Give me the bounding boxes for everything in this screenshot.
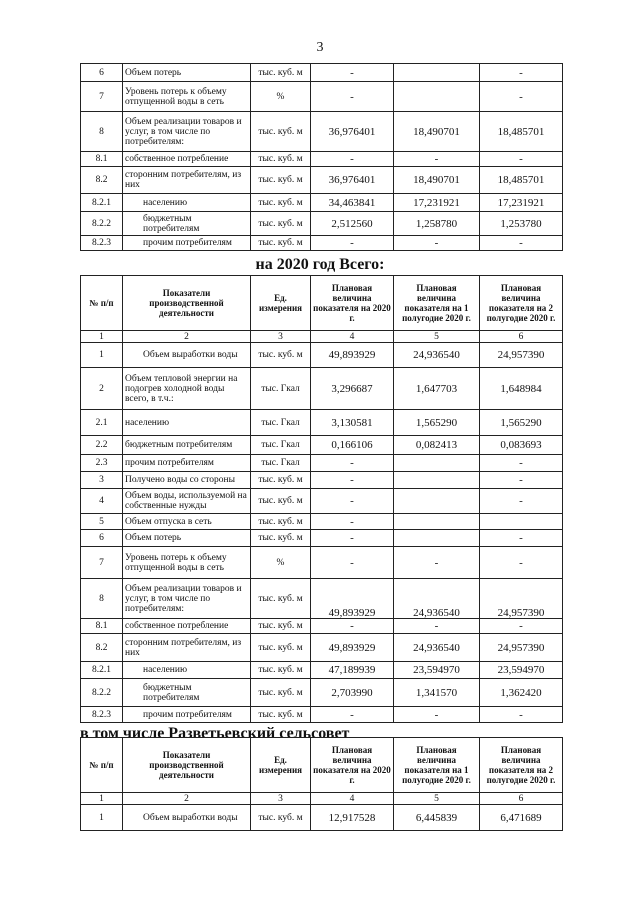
row-half1 [394, 472, 480, 489]
row-indicator: Объем реализации товаров и услуг, в том числе по потребителям: [123, 112, 251, 152]
table-row [81, 368, 563, 410]
table-row [81, 167, 563, 194]
table-row [81, 343, 563, 368]
row-half1: 18,490701 [394, 112, 480, 152]
row-total: - [311, 707, 394, 723]
row-total: 3,130581 [311, 410, 394, 436]
row-total: 3,296687 [311, 368, 394, 410]
row-total: 0,166106 [311, 436, 394, 455]
row-indicator: Уровень потерь к объему отпущенной воды в сеть [123, 547, 251, 579]
col-num: 5 [394, 331, 480, 343]
row-half2: 1,362420 [480, 679, 563, 707]
row-half2: - [480, 530, 563, 547]
row-number: 8.2.1 [81, 662, 123, 679]
row-indicator: бюджетным потребителям [123, 212, 251, 236]
table-row [81, 547, 563, 579]
table-row [81, 455, 563, 472]
row-number: 2.2 [81, 436, 123, 455]
row-number: 8.2 [81, 167, 123, 194]
row-unit: тыс. куб. м [251, 472, 311, 489]
row-total: 49,893929 [311, 343, 394, 368]
header-number: № п/п [81, 276, 123, 331]
table-row [81, 212, 563, 236]
row-half2: 24,957390 [480, 343, 563, 368]
row-half1: - [394, 152, 480, 167]
row-number: 8.2.2 [81, 212, 123, 236]
row-total: - [311, 514, 394, 530]
row-number: 2.1 [81, 410, 123, 436]
row-unit: тыс. куб. м [251, 343, 311, 368]
row-number: 6 [81, 64, 123, 82]
header-half2: Плановая величина показателя на 2 полугодие 2020 г. [480, 276, 563, 331]
header-row [81, 276, 563, 331]
row-number: 8.2.1 [81, 194, 123, 212]
row-half1 [394, 455, 480, 472]
row-indicator: собственное потребление [123, 152, 251, 167]
row-half1: 1,258780 [394, 212, 480, 236]
table-row [81, 707, 563, 723]
row-half1: - [394, 707, 480, 723]
row-number: 8.2.3 [81, 707, 123, 723]
col-num: 5 [394, 793, 480, 805]
section-heading-selsovet: в том числе Разветьевский сельсовет [80, 725, 350, 742]
col-num: 1 [81, 793, 123, 805]
row-half2: 24,957390 [480, 634, 563, 662]
row-indicator: сторонним потребителям, из них [123, 634, 251, 662]
row-total: - [311, 619, 394, 634]
row-half2: 1,648984 [480, 368, 563, 410]
row-half1: 1,647703 [394, 368, 480, 410]
row-number: 8.1 [81, 619, 123, 634]
row-indicator: прочим потребителям [123, 707, 251, 723]
page-number: 3 [316, 40, 324, 55]
col-num: 6 [480, 331, 563, 343]
row-unit: тыс. куб. м [251, 530, 311, 547]
table-row [81, 194, 563, 212]
row-indicator: прочим потребителям [123, 455, 251, 472]
row-half1: 23,594970 [394, 662, 480, 679]
selsovet-table [80, 737, 563, 831]
row-total: - [311, 64, 394, 82]
row-half2: 23,594970 [480, 662, 563, 679]
table-row [81, 236, 563, 251]
row-half1: 0,082413 [394, 436, 480, 455]
row-half1: 24,936540 [394, 343, 480, 368]
row-unit: тыс. Гкал [251, 455, 311, 472]
row-half1 [394, 64, 480, 82]
row-number: 2 [81, 368, 123, 410]
table-row [81, 152, 563, 167]
row-total: - [311, 472, 394, 489]
table-row [81, 410, 563, 436]
column-number-row [81, 331, 563, 343]
row-number: 7 [81, 82, 123, 112]
row-indicator: Объем реализации товаров и услуг, в том числе по потребителям: [123, 579, 251, 619]
row-indicator: сторонним потребителям, из них [123, 167, 251, 194]
row-half1: - [394, 619, 480, 634]
row-total: 36,976401 [311, 112, 394, 152]
col-num: 4 [311, 331, 394, 343]
row-number: 8.1 [81, 152, 123, 167]
row-unit: тыс. куб. м [251, 679, 311, 707]
table-row [81, 805, 563, 831]
row-half1 [394, 489, 480, 514]
row-total: 2,703990 [311, 679, 394, 707]
col-num: 2 [123, 793, 251, 805]
row-total: - [311, 530, 394, 547]
row-unit: тыс. куб. м [251, 236, 311, 251]
table-row [81, 662, 563, 679]
col-num: 3 [251, 331, 311, 343]
row-indicator: прочим потребителям [123, 236, 251, 251]
row-total: 49,893929 [311, 579, 394, 619]
table-row [81, 64, 563, 82]
row-total: - [311, 236, 394, 251]
row-number: 7 [81, 547, 123, 579]
row-indicator: Объем воды, используемой на собственные нужды [123, 489, 251, 514]
row-indicator: населению [123, 410, 251, 436]
row-number: 2.3 [81, 455, 123, 472]
row-total: - [311, 455, 394, 472]
row-unit: тыс. куб. м [251, 619, 311, 634]
row-total: 47,189939 [311, 662, 394, 679]
row-half2: - [480, 489, 563, 514]
row-number: 8.2.3 [81, 236, 123, 251]
header-number: № п/п [81, 738, 123, 793]
row-number: 8.2.2 [81, 679, 123, 707]
column-number-row [81, 793, 563, 805]
row-indicator: Объем выработки воды [123, 343, 251, 368]
header-unit: Ед. измерения [251, 276, 311, 331]
row-half2: - [480, 619, 563, 634]
row-half2: - [480, 547, 563, 579]
row-half1 [394, 530, 480, 547]
row-indicator: Получено воды со стороны [123, 472, 251, 489]
table-row [81, 530, 563, 547]
table-row [81, 489, 563, 514]
row-unit: тыс. куб. м [251, 662, 311, 679]
row-half2: - [480, 455, 563, 472]
row-half2: 6,471689 [480, 805, 563, 831]
table-row [81, 82, 563, 112]
row-half2: 1,565290 [480, 410, 563, 436]
row-total: - [311, 547, 394, 579]
table-row [81, 579, 563, 619]
row-number: 4 [81, 489, 123, 514]
row-half2: 24,957390 [480, 579, 563, 619]
row-number: 8 [81, 579, 123, 619]
row-half2: 0,083693 [480, 436, 563, 455]
col-num: 1 [81, 331, 123, 343]
row-total: 34,463841 [311, 194, 394, 212]
header-half1: Плановая величина показателя на 1 полугодие 2020 г. [394, 738, 480, 793]
table-row [81, 472, 563, 489]
row-unit: тыс. куб. м [251, 707, 311, 723]
row-half1: 24,936540 [394, 579, 480, 619]
row-unit: тыс. Гкал [251, 436, 311, 455]
header-indicator: Показатели производственной деятельности [123, 276, 251, 331]
row-indicator: Объем тепловой энергии на подогрев холодной воды всего, в т.ч.: [123, 368, 251, 410]
table-row [81, 634, 563, 662]
row-half2 [480, 514, 563, 530]
row-half2: - [480, 472, 563, 489]
row-number: 6 [81, 530, 123, 547]
row-half2: 17,231921 [480, 194, 563, 212]
row-indicator: населению [123, 194, 251, 212]
row-half2: 18,485701 [480, 167, 563, 194]
row-half1 [394, 82, 480, 112]
table-row [81, 514, 563, 530]
row-unit: тыс. куб. м [251, 805, 311, 831]
row-unit: тыс. куб. м [251, 489, 311, 514]
col-num: 6 [480, 793, 563, 805]
col-num: 3 [251, 793, 311, 805]
row-half1 [394, 514, 480, 530]
row-indicator: Объем отпуска в сеть [123, 514, 251, 530]
row-half2: - [480, 152, 563, 167]
row-indicator: бюджетным потребителям [123, 679, 251, 707]
row-half2: - [480, 82, 563, 112]
row-unit: тыс. куб. м [251, 212, 311, 236]
row-half1: 6,445839 [394, 805, 480, 831]
row-half1: - [394, 236, 480, 251]
row-half2: - [480, 236, 563, 251]
header-half2: Плановая величина показателя на 2 полугодие 2020 г. [480, 738, 563, 793]
row-unit: тыс. куб. м [251, 579, 311, 619]
row-unit: тыс. куб. м [251, 634, 311, 662]
header-half1: Плановая величина показателя на 1 полугодие 2020 г. [394, 276, 480, 331]
row-indicator: Объем потерь [123, 64, 251, 82]
continuation-table [80, 63, 563, 251]
row-number: 8.2 [81, 634, 123, 662]
row-half2: 1,253780 [480, 212, 563, 236]
table-row [81, 112, 563, 152]
header-indicator: Показатели производственной деятельности [123, 738, 251, 793]
header-total: Плановая величина показателя на 2020 г. [311, 738, 394, 793]
row-unit: % [251, 547, 311, 579]
row-half1: 1,341570 [394, 679, 480, 707]
row-indicator: Уровень потерь к объему отпущенной воды в сеть [123, 82, 251, 112]
row-half2: 18,485701 [480, 112, 563, 152]
row-total: 49,893929 [311, 634, 394, 662]
row-total: - [311, 152, 394, 167]
row-number: 5 [81, 514, 123, 530]
row-unit: % [251, 82, 311, 112]
row-half1: 1,565290 [394, 410, 480, 436]
row-unit: тыс. куб. м [251, 112, 311, 152]
table-row [81, 679, 563, 707]
col-num: 2 [123, 331, 251, 343]
row-half1: 18,490701 [394, 167, 480, 194]
section-heading-2020: на 2020 год Всего: [255, 256, 385, 273]
row-total: 2,512560 [311, 212, 394, 236]
row-number: 8 [81, 112, 123, 152]
row-unit: тыс. Гкал [251, 410, 311, 436]
row-unit: тыс. куб. м [251, 167, 311, 194]
table-row [81, 619, 563, 634]
plan-2020-table [80, 275, 563, 723]
row-unit: тыс. Гкал [251, 368, 311, 410]
row-indicator: бюджетным потребителям [123, 436, 251, 455]
row-unit: тыс. куб. м [251, 64, 311, 82]
header-unit: Ед. измерения [251, 738, 311, 793]
row-total: - [311, 82, 394, 112]
row-total: 36,976401 [311, 167, 394, 194]
row-half1: - [394, 547, 480, 579]
row-indicator: населению [123, 662, 251, 679]
row-total: 12,917528 [311, 805, 394, 831]
row-half1: 17,231921 [394, 194, 480, 212]
row-unit: тыс. куб. м [251, 152, 311, 167]
row-indicator: Объем выработки воды [123, 805, 251, 831]
header-row [81, 738, 563, 793]
row-number: 1 [81, 343, 123, 368]
header-total: Плановая величина показателя на 2020 г. [311, 276, 394, 331]
row-total: - [311, 489, 394, 514]
row-half2: - [480, 707, 563, 723]
row-half2: - [480, 64, 563, 82]
row-unit: тыс. куб. м [251, 194, 311, 212]
table-row [81, 436, 563, 455]
row-number: 1 [81, 805, 123, 831]
row-unit: тыс. куб. м [251, 514, 311, 530]
col-num: 4 [311, 793, 394, 805]
row-indicator: собственное потребление [123, 619, 251, 634]
row-half1: 24,936540 [394, 634, 480, 662]
row-indicator: Объем потерь [123, 530, 251, 547]
row-number: 3 [81, 472, 123, 489]
